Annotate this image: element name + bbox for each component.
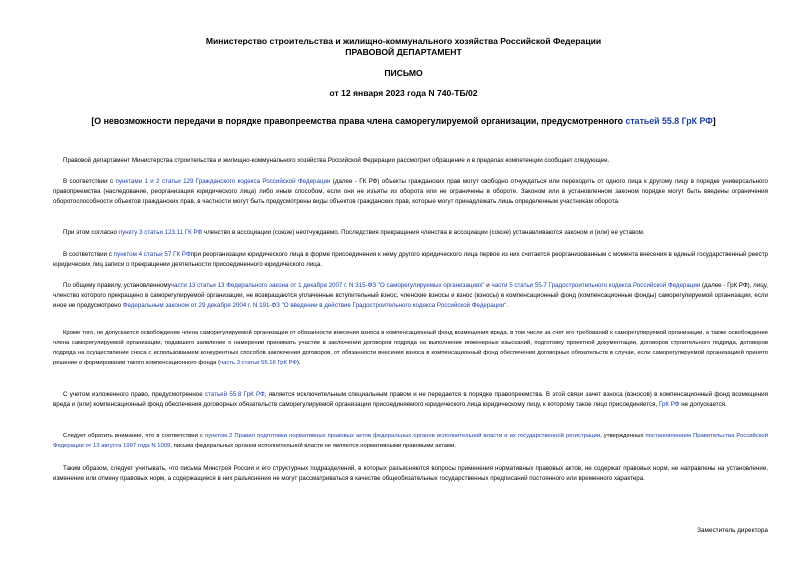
link-fz-191[interactable]: Федеральным законом от 29 декабря 2004 г. N 191-ФЗ "О введении в действие Градостроительного кодекса Российской Федерации": [122, 302, 507, 309]
link-grk-55-8[interactable]: статьей 55.8 ГрК РФ: [204, 391, 265, 398]
paragraph-general-rule: [53, 281, 768, 311]
link-gk-129[interactable]: пунктами 1 и 2 статьи 129 Гражданского кодекса Российской Федерации: [115, 178, 331, 185]
paragraph-conclusion: [53, 464, 768, 484]
paragraph-text: Кроме того, не допускается освобождение члена саморегулируемой организации от обязанности внесения взноса в компенсационный фонд возмещения вреда, в том числе за счет его требований к саморегулируемой организации, а также освобождение члена саморегулируемой организации, подавшего заявление о намерении принимать участие в заключении договоров подряда на выполнение инженерных изысканий, подготовку проектной документации, договоров строительного подряда, договоров подряда на осуществление сноса с использованием конкурентных способов заключения договоров, от обязанности внесения взноса в компенсационный фонд обеспечения договорных обязательств в случае, если саморегулируемой организацией принято решение о формировании такого компенсационного фонда (: [53, 330, 768, 366]
link-decree-1009[interactable]: постановлением Правительства Российской Федерации от 13 августа 1997 года N 1009: [53, 433, 768, 449]
paragraph-text: С учетом изложенного право, предусмотренное: [63, 391, 205, 398]
link-grk-55-16[interactable]: часть 3 статьи 55.16 ГрК РФ: [220, 360, 297, 366]
paragraph-text: , письма федеральных органов исполнительной власти не являются нормативными правовыми актами.: [170, 443, 457, 449]
title-bracket-close: ]: [712, 116, 716, 126]
paragraph-text: В соответствии с: [63, 251, 114, 258]
paragraph-text: и: [484, 282, 492, 289]
title-text: О невозможности передачи в порядке правопреемства права члена саморегулируемой организации, предусмотренного: [94, 116, 626, 126]
paragraph-membership: [53, 228, 768, 238]
signature-title: Заместитель директора: [697, 527, 768, 534]
paragraph-compensation-fund: [53, 328, 768, 368]
document-title: [40, 116, 767, 127]
link-rules-item-2[interactable]: пунктом 2 Правил подготовки нормативных правовых актов федеральных органов исполнительной власти и их государственной регистрации: [204, 433, 601, 439]
link-fz-315[interactable]: части 13 статьи 13 Федерального закона от 1 декабря 2007 г. N 315-ФЗ "О саморегулируемых организациях": [170, 282, 485, 289]
paragraph-text: не допускается.: [679, 401, 727, 408]
title-bracket-open: [: [91, 116, 95, 126]
paragraph-text: В соответствии с: [63, 178, 116, 185]
ministry-name: Министерство строительства и жилищно-коммунального хозяйства Российской Федерации: [205, 36, 602, 46]
document-date-number: от 12 января 2023 года N 740-ТБ/02: [329, 88, 478, 98]
title-link[interactable]: статьей 55.8 ГрК РФ: [625, 116, 713, 126]
link-gk-57[interactable]: пунктом 4 статьи 57 ГК РФ: [113, 251, 191, 258]
paragraph-text: ).: [297, 360, 301, 366]
paragraph-text: Правовой департамент Министерства строительства и жилищно-коммунального хозяйства Российской Федерации рассмотрел обращение и в пределах компетенции сообщает следующее.: [63, 157, 610, 164]
paragraph-text: (далее - ГрК РФ), лицу, членство которого прекращено в саморегулируемой организации, не возвращаются уплаченные вступительный взнос, членские взносы и взнос (взносы) в компенсационный фонд (компенсационные фонды) саморегулируемой организации, если иное не предусмотрено: [53, 282, 768, 309]
document-type: ПИСЬМО: [384, 68, 423, 78]
paragraph-reorganization: [53, 250, 768, 270]
link-grk[interactable]: ГрК РФ: [658, 401, 680, 408]
paragraph-text: При этом согласно: [63, 229, 119, 236]
paragraph-text: , является исключительным специальным правом и не передается в порядке правопреемства. В этой связи зачет взноса (взносов) в компенсационный фонд возмещения вреда и (или) компенсационный фонд обеспечения договорных обязательств саморегулируемой организации присоединяемого юридического лица юридическому лицу, к которому такое лицо присоединяется,: [53, 391, 768, 408]
paragraph-text: при реорганизации юридического лица в форме присоединения к нему другого юридического лица первое из них считается реорганизованным с момента внесения в единый государственный реестр юридических лиц записи о прекращении деятельности присоединенного юридического лица.: [53, 251, 768, 268]
paragraph-text: Следует обратить внимание, что в соответствии с: [63, 433, 205, 439]
paragraph-text: , утвержденных: [600, 433, 646, 439]
paragraph-text: Таким образом, следует учитывать, что письма Минстроя России и его структурных подразделений, в которых разъясняются вопросы применения нормативных правовых актов, не содержат правовых норм, не направлены на установление, изменение или отмену правовых норм, а содержащиеся в них разъяснения не могут рассматриваться в качестве общеобязательных государственных предписаний постоянного или временного характера.: [53, 465, 768, 482]
paragraph-objects: [53, 177, 768, 207]
paragraph-text: По общему правилу, установленному: [63, 282, 171, 289]
department-name: ПРАВОВОЙ ДЕПАРТАМЕНТ: [345, 47, 462, 57]
paragraph-letters-status: [53, 431, 768, 451]
link-gk-123-11[interactable]: пункту 3 статьи 123.11 ГК РФ: [118, 229, 203, 236]
paragraph-text: (далее - ГК РФ) объекты гражданских прав могут свободно отчуждаться или переходить от одного лица к другому лицу в порядке универсального правопреемства (наследование, реорганизация юридического лица) либо иным способом, если они не изъяты из оборота или не ограничены в обороте. Законом или в установленном законом порядке могут быть введены ограничения оборотоспособности объектов гражданских прав, в частности могут быть предусмотрены виды объектов гражданских прав, которые могут принадлежать лишь определенным участникам оборота.: [53, 178, 768, 205]
link-grk-55-7[interactable]: части 5 статьи 55.7 Градостроительного кодекса Российской Федерации: [491, 282, 701, 289]
paragraph-text: .: [506, 302, 509, 309]
paragraph-text: членство в ассоциации (союзе) неотчуждаемо. Последствия прекращения членства в ассоциации (союзе) устанавливаются законом и (или) ее уставом.: [202, 229, 645, 236]
paragraph-exclusive-right: [53, 390, 768, 410]
paragraph-intro: [53, 156, 768, 166]
